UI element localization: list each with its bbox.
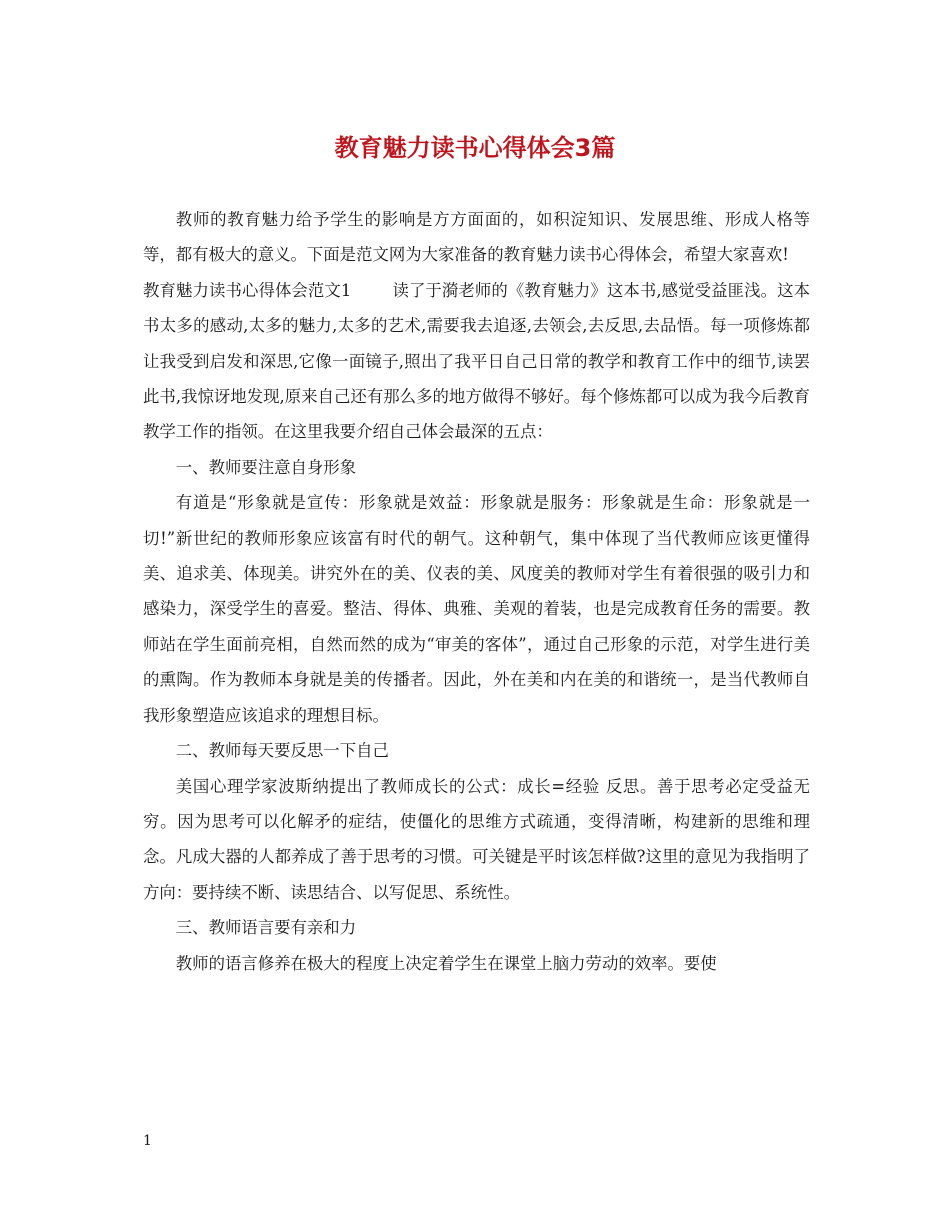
section-heading-2: 二、教师每天要反思一下自己 [175,741,389,761]
essay-1-text: 读了于漪老师的《教育魅力》这本书,感觉受益匪浅。这本书太多的感动,太多的魅力,太多的艺术,需要我去追逐,去领会,去反思,去品悟。每一项修炼都让我受到启发和深思,它像一面镜子,照出了我平日自己日常的教学和教育工作中的细节,读罢此书,我惊讶地发现,原来自己还有那么多的地方做得不够好。每个修炼都可以成为我今后教育教学工作的指领。在这里我要介绍自己体会最深的五点： [143,280,810,442]
section-heading-1: 一、教师要注意自身形象 [175,457,357,477]
essay-1-paragraph [143,273,810,450]
section-paragraph-1: 有道是“形象就是宣传：形象就是效益：形象就是服务：形象就是生命：形象就是一切!”新世纪的教师形象应该富有时代的朝气。这种朝气，集中体现了当代教师应该更懂得美、追求美、体现美。讲究外在的美、仪表的美、风度美的教师对学生有着很强的吸引力和感染力，深受学生的喜爱。整洁、得体、典雅、美观的着装，也是完成教育任务的需要。教师站在学生面前亮相，自然而然的成为“审美的客体”，通过自己形象的示范，对学生进行美的熏陶。作为教师本身就是美的传播者。因此，外在美和内在美的和谐统一，是当代教师自我形象塑造应该追求的理想目标。 [143,493,810,725]
essay-1-label: 教育魅力读书心得体会范文1 [143,280,352,300]
section-heading-3: 三、教师语言要有亲和力 [175,918,357,938]
document-title: 教育魅力读书心得体会3篇 [334,134,616,162]
section-paragraph-2: 美国心理学家波斯纳提出了教师成长的公式：成长=经验 反思。善于思考必定受益无穷。因为思考可以化解矛的症结，使僵化的思维方式疏通，变得清晰，构建新的思维和理念。凡成大器的人都养成了善于思考的习惯。可关键是平时该怎样做?这里的意见为我指明了方向：要持续不断、读思结合、以写促思、系统性。 [143,776,810,902]
intro-paragraph: 教师的教育魅力给予学生的影响是方方面面的，如积淀知识、发展思维、形成人格等等，都有极大的意义。下面是范文网为大家准备的教育魅力读书心得体会，希望大家喜欢! [143,210,810,265]
document-body [143,202,810,981]
section-paragraph-3: 教师的语言修养在极大的程度上决定着学生在课堂上脑力劳动的效率。要使 [175,953,717,973]
page-number: 1 [143,1133,152,1149]
